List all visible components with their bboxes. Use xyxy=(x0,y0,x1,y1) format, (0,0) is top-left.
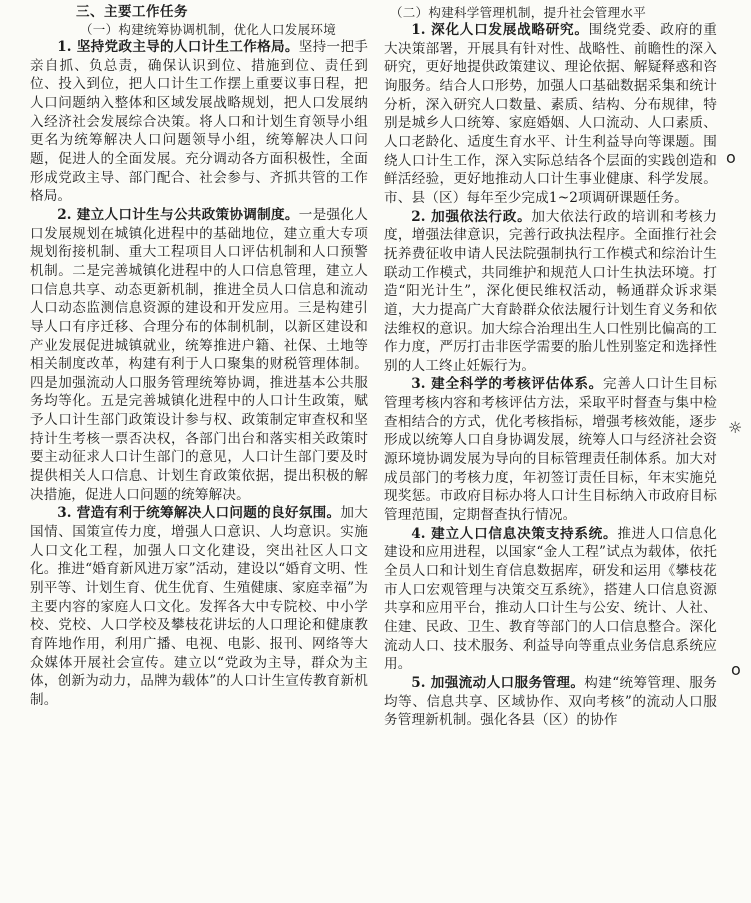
paragraph-lead: 2. 加强依法行政。 xyxy=(411,208,532,225)
paragraph xyxy=(384,674,717,730)
paragraph-lead: 3. 营造有利于统筹解决人口问题的良好氛围。 xyxy=(57,505,341,522)
paragraph-body: 加大依法行政的培训和考核力度，增强法律意识，完善行政执法程序。全面推行社会抚养费征收申请人民法院强制执行工作模式和综治计生联动工作模式，共同维护和规范人口计生执法环境。打造“阳光计生”，深化便民维权活动，畅通群众诉求渠道，大力提高广大育龄群众依法履行计划生育义务和依法维权的意识。加大综合治理出生人口性别比偏高的工作力度，严厉打击非医学需要的胎儿性别鉴定和选择性别的人工终止妊娠行为。 xyxy=(384,208,717,374)
paragraph xyxy=(384,525,717,674)
subsection-title-2: （二）构建科学管理机制，提升社会管理水平 xyxy=(390,5,647,20)
paragraph xyxy=(30,206,368,505)
paragraph-lead: 3. 建全科学的考核评估体系。 xyxy=(411,376,603,393)
paragraph-body: 一是强化人口发展规划在城镇化进程中的基础地位，建立重大专项规划衔接机制、重大工程项目人口评估机制和人口预警机制。二是完善城镇化进程中的人口信息管理，建立人口信息共享、动态更新机制，推进全员人口信息和流动人口动态监测信息资源的建设和开发应用。三是构建引导人口有序迁移、合理分布的体制机制，以新区建设和产业发展促进城镇就业，统筹推进户籍、社保、土地等相关制度改革，构建有利于人口聚集的财税管理体制。四是加强流动人口服务管理统筹协调，推进基本公共服务均等化。五是完善城镇化进程中的人口计生政策，赋予人口计生部门政策设计参与权、政策制定审查权和坚持计生考核一票否决权，各部门出台和落实相关政策时要主动征求人口计生部门的意见，人口计生部门要及时提供相关人口信息、计划生育政策依据，提出积极的解决措施，促进人口问题的统筹解决。 xyxy=(30,206,369,503)
left-column xyxy=(30,4,368,710)
paragraph-body: 加大国情、国策宣传力度，增强人口意识、人均意识。实施人口文化工程，加强人口文化建设，突出社区人口文化。推进“婚育新风进万家”活动，建设以“婚育文明、性别平等、计划生育、优生优育、生殖健康、家庭幸福”为主要内容的家庭人口文化。发挥各大中专院校、中小学校、党校、人口学校及攀枝花讲坛的人口理论和健康教育阵地作用，利用广播、电视、电影、报刊、网络等大众媒体开展社会宣传。建立以“党政为主导，群众为主体，创新为动力，品牌为载体”的人口计生宣传教育新机制。 xyxy=(30,505,368,708)
paragraph xyxy=(384,21,717,208)
paragraph xyxy=(30,504,368,709)
subsection-title-1: （一）构建统筹协调机制，优化人口发展环境 xyxy=(80,22,337,37)
paragraph-lead: 1. 深化人口发展战略研究。 xyxy=(411,22,589,38)
binding-hole-mark: o xyxy=(731,660,741,679)
paragraph xyxy=(30,38,368,206)
paragraph-lead: 5. 加强流动人口服务管理。 xyxy=(411,674,585,691)
section-title: 三、主要工作任务 xyxy=(76,4,188,20)
paragraph-lead: 1. 坚持党政主导的人口计生工作格局。 xyxy=(57,39,299,55)
paragraph-body: 坚持一把手亲自抓、负总责，确保认识到位、措施到位、责任到位、投入到位，把人口计生工作摆上重要议事日程，把人口问题纳入整体和区域发展战略规划，把人口发展纳入经济社会发展综合决策。将人口和计划生育领导小组更名为统筹解决人口问题领导小组，统筹解决人口问题，促进人的全面发展。充分调动各方面积极性，全面形成党政主导、部门配合、社会参与、齐抓共管的工作格局。 xyxy=(30,39,369,205)
paragraph-body: 推进人口信息化建设和应用进程，以国家“金人工程”试点为载体，依托全员人口和计划生育信息数据库，研发和运用《攀枝花市人口宏观管理与决策交互系统》，搭建人口信息资源共享和应用平台，推动人口计生与公安、统计、人社、住建、民政、卫生、教育等部门的人口信息整合。深化流动人口、技术服务、利益导向等重点业务信息系统应用。 xyxy=(384,525,717,673)
paragraph-body: 完善人口计生目标管理考核内容和考核评估方法，采取平时督查与集中检查相结合的方式，优化考核指标，增强考核效能，逐步形成以统筹人口自身协调发展，统筹人口与经济社会资源环境协调发展为导向的目标管理责任制体系。加大对成员部门的考核力度，年初签订责任目标，年末实施兑现奖惩。市政府目标办将人口计生目标纳入市政府目标管理范围，定期督查执行情况。 xyxy=(384,376,717,524)
paragraph-lead: 2. 建立人口计生与公共政策协调制度。 xyxy=(57,206,299,223)
right-column xyxy=(384,4,717,730)
paragraph xyxy=(384,375,717,524)
paragraph-body: 构建“统筹管理、服务均等、信息共享、区域协作、双向考核”的流动人口服务管理新机制。强化各县（区）的协作 xyxy=(384,674,717,729)
paragraph xyxy=(384,208,717,376)
binding-hole-mark: ☼ xyxy=(728,418,743,437)
paragraph-lead: 4. 建立人口信息决策支持系统。 xyxy=(411,525,618,542)
paragraph-body: 围绕党委、政府的重大决策部署，开展具有针对性、战略性、前瞻性的深入研究，更好地提供政策建议、理论依据、解疑释惑和咨询服务。结合人口形势，加强人口基础数据采集和统计分析，深入研究人口数量、素质、结构、分布规律，特别是城乡人口统筹、家庭婚姻、人口流动、人口素质、人口老龄化、适度生育水平、计生利益导向等课题。围绕人口计生工作，深入实际总结各个层面的实践创造和鲜活经验，更好地推动人口计生事业健康、科学发展。市、县（区）每年至少完成1~2项调研课题任务。 xyxy=(384,22,717,206)
binding-hole-mark: o xyxy=(726,148,736,167)
